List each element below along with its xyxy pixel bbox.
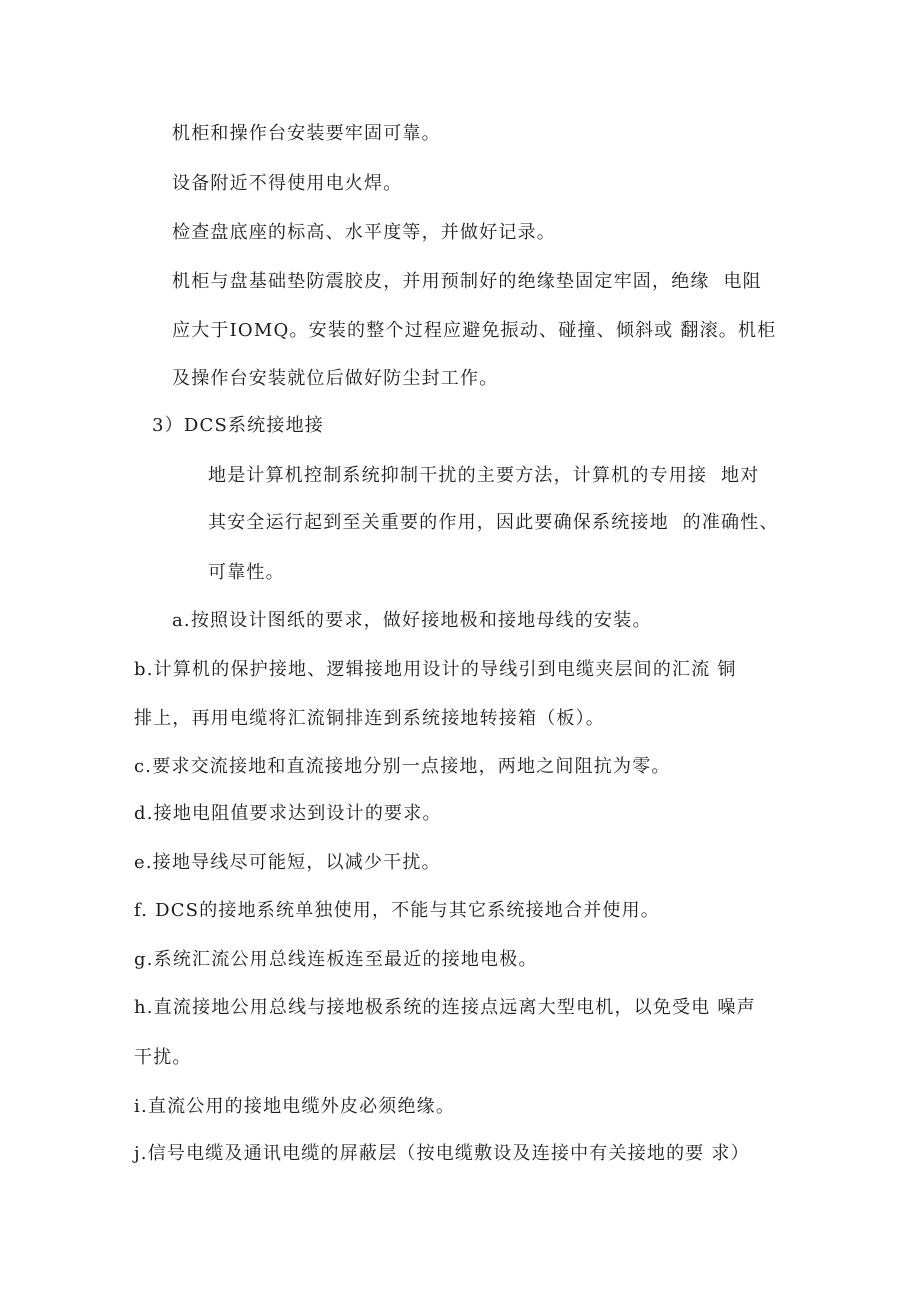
list-item-a: a.按照设计图纸的要求，做好接地极和接地母线的安装。 xyxy=(172,610,652,631)
list-item-h-cont: 干扰。 xyxy=(134,1047,192,1068)
text-line-10: 可靠性。 xyxy=(208,562,285,583)
list-item-c: c.要求交流接地和直流接地分别一点接地，两地之间阻抗为零。 xyxy=(134,756,671,777)
section-heading: 3）DCS系统接地接 xyxy=(152,415,324,436)
text-line-5: 应大于IOMQ。安装的整个过程应避免振动、碰撞、倾斜或 翻滚。机柜 xyxy=(172,320,777,341)
list-item-d: d.接地电阻值要求达到设计的要求。 xyxy=(134,803,442,824)
list-item-j: j.信号电缆及通讯电缆的屏蔽层（按电缆敷设及连接中有关接地的要 求） xyxy=(134,1143,750,1164)
text-line-1: 机柜和操作台安装要牢固可靠。 xyxy=(172,123,441,144)
text-line-3: 检查盘底座的标高、水平度等，并做好记录。 xyxy=(172,222,556,243)
text-line-8: 地是计算机控制系统抑制干扰的主要方法，计算机的专用接 地对 xyxy=(208,465,760,486)
text-line-4: 机柜与盘基础垫防震胶皮，并用预制好的绝缘垫固定牢固，绝缘 电阻 xyxy=(172,271,762,292)
list-item-i: i.直流公用的接地电缆外皮必须绝缘。 xyxy=(134,1096,456,1117)
text-line-6: 及操作台安装就位后做好防尘封工作。 xyxy=(172,368,499,389)
text-line-2: 设备附近不得使用电火焊。 xyxy=(172,173,403,194)
list-item-h: h.直流接地公用总线与接地极系统的连接点远离大型电机，以免受电 噪声 xyxy=(134,997,756,1018)
list-item-b: b.计算机的保护接地、逻辑接地用设计的导线引到电缆夹层间的汇流 铜 xyxy=(134,659,737,680)
list-item-g: g.系统汇流公用总线连板连至最近的接地电极。 xyxy=(134,949,538,970)
list-item-b-cont: 排上，再用电缆将汇流铜排连到系统接地转接箱（板）。 xyxy=(134,708,605,729)
text-line-9: 其安全运行起到至关重要的作用，因此要确保系统接地 的准确性、 xyxy=(208,512,779,533)
list-item-e: e.接地导线尽可能短，以减少干扰。 xyxy=(134,852,441,873)
list-item-f: f. DCS的接地系统单独使用，不能与其它系统接地合并使用。 xyxy=(134,900,660,921)
